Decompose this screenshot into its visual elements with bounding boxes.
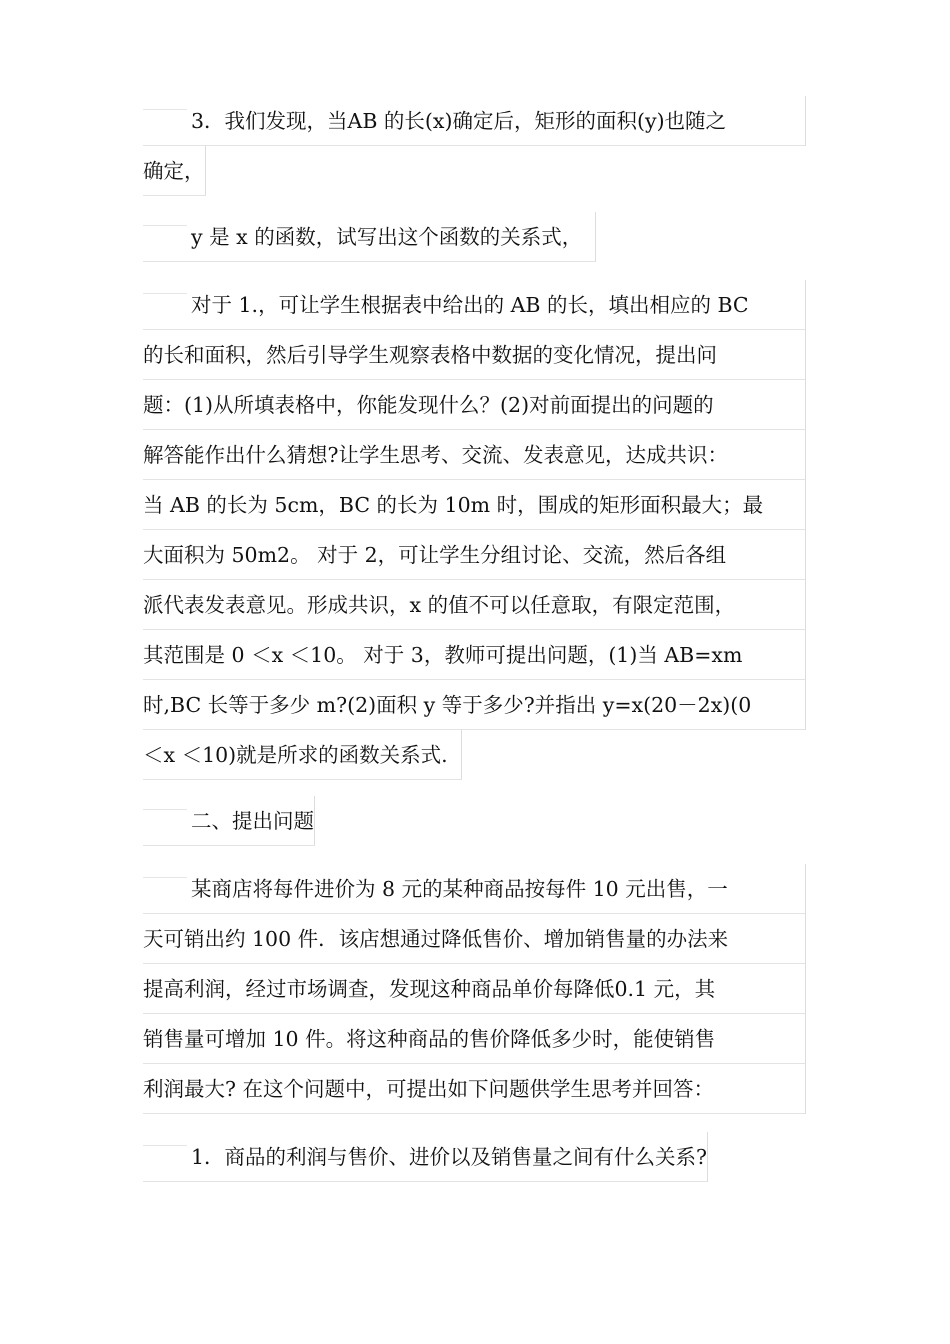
text-line-content: 解答能作出什么猜想?让学生思考、交流、发表意见，达成共识： <box>143 443 728 467</box>
text-line <box>143 864 806 914</box>
text-line <box>143 630 806 680</box>
paragraph-1 <box>143 96 806 196</box>
text-line-content: 当 AB 的长为 5cm，BC 的长为 10m 时，围成的矩形面积最大；最 <box>143 493 764 517</box>
text-line-content: ＜x ＜10)就是所求的函数关系式. <box>143 743 448 767</box>
text-line-content: 某商店将每件进价为 8 元的某种商品按每件 10 元出售，一 <box>191 877 728 901</box>
text-line <box>143 96 806 146</box>
text-line-content: 天可销出约 100 件．该店想通过降低售价、增加销售量的办法来 <box>143 927 729 951</box>
text-line-content: 确定， <box>143 159 205 183</box>
text-line <box>143 380 806 430</box>
text-line-content: 1．商品的利润与售价、进价以及销售量之间有什么关系? <box>191 1145 708 1169</box>
text-line-content: 大面积为 50m2。 对于 2，可让学生分组讨论、交流，然后各组 <box>143 543 727 567</box>
section-heading <box>143 796 315 846</box>
text-line <box>143 212 596 262</box>
text-line-content: 时,BC 长等于多少 m?(2)面积 y 等于多少?并指出 y=x(20－2x)(0 <box>143 693 752 717</box>
text-line <box>143 1064 806 1114</box>
text-line-content: 利润最大? 在这个问题中，可提出如下问题供学生思考并回答： <box>143 1077 715 1101</box>
text-line-content: 题：(1)从所填表格中，你能发现什么？(2)对前面提出的问题的 <box>143 393 714 417</box>
paragraph-3 <box>143 280 806 780</box>
text-line-content: 的长和面积，然后引导学生观察表格中数据的变化情况，提出问 <box>143 343 717 367</box>
text-line <box>143 1014 806 1064</box>
text-line-content: 其范围是 0 ＜x ＜10。 对于 3，教师可提出问题，(1)当 AB=xm <box>143 643 743 667</box>
text-line <box>143 1132 708 1182</box>
text-line <box>143 530 806 580</box>
paragraph-2 <box>143 212 596 262</box>
text-line <box>143 430 806 480</box>
text-line-content: 对于 1.，可让学生根据表中给出的 AB 的长，填出相应的 BC <box>191 293 749 317</box>
text-line <box>143 680 806 730</box>
text-line-content: 提高利润，经过市场调查，发现这种商品单价每降低0.1 元，其 <box>143 977 716 1001</box>
heading-text: 二、提出问题 <box>191 809 314 833</box>
paragraph-5 <box>143 864 806 1114</box>
paragraph-6 <box>143 1132 708 1182</box>
text-line-content: 派代表发表意见。形成共识，x 的值不可以任意取，有限定范围， <box>143 593 736 617</box>
text-line <box>143 964 806 1014</box>
text-line-content: y 是 x 的函数，试写出这个函数的关系式， <box>191 225 583 249</box>
text-line <box>143 330 806 380</box>
text-line <box>143 796 315 846</box>
text-line <box>143 730 462 780</box>
text-line <box>143 280 806 330</box>
text-line <box>143 914 806 964</box>
text-line <box>143 480 806 530</box>
text-line-content: 销售量可增加 10 件。将这种商品的售价降低多少时，能使销售 <box>143 1027 716 1051</box>
text-line <box>143 580 806 630</box>
text-line-content: 3．我们发现，当AB 的长(x)确定后，矩形的面积(y)也随之 <box>191 109 727 133</box>
text-line <box>143 146 206 196</box>
